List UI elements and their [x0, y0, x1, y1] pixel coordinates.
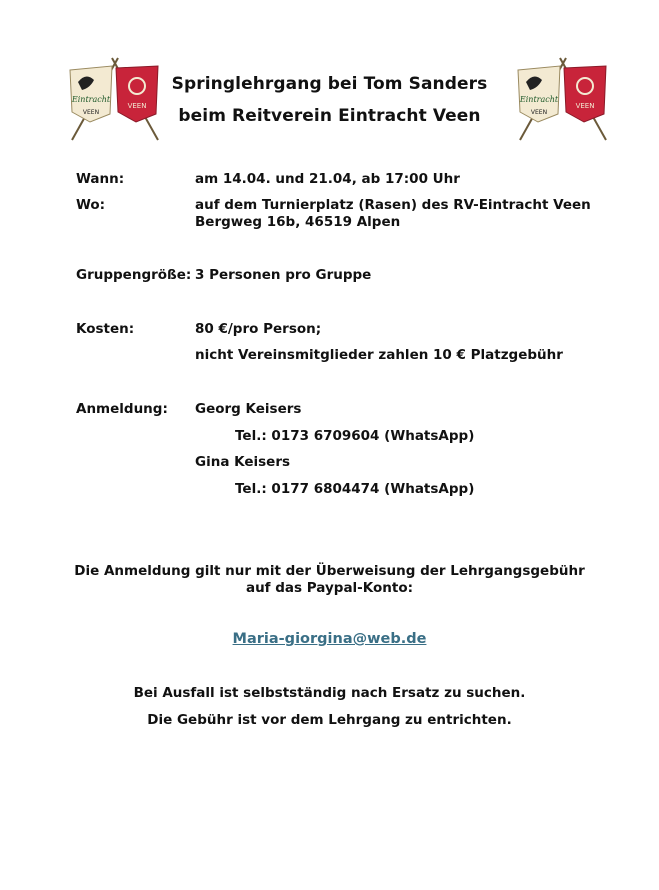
page-title: Springlehrgang bei Tom Sanders: [171, 74, 488, 94]
club-logo-left: [60, 52, 170, 142]
paypal-email-link[interactable]: Maria-giorgina@web.de: [232, 631, 427, 647]
contact-name: Georg Keisers: [195, 401, 302, 417]
logo-text: VEEN: [82, 109, 100, 116]
contact-phone: Tel.: 0173 6709604 (WhatsApp): [235, 428, 475, 444]
footer-line2: Die Gebühr ist vor dem Lehrgang zu entrichten.: [147, 712, 512, 728]
registration-label: Anmeldung:: [76, 401, 168, 417]
footer-line1: Bei Ausfall ist selbstständig nach Ersatz zu suchen.: [133, 685, 526, 701]
group-size-label: Gruppengröße:: [76, 267, 192, 283]
cost-value-line1: 80 €/pro Person;: [195, 321, 322, 337]
where-value-line2: Bergweg 16b, 46519 Alpen: [195, 214, 401, 230]
where-label: Wo:: [76, 197, 106, 213]
club-logo-right: [508, 52, 618, 142]
when-value: am 14.04. und 21.04, ab 17:00 Uhr: [195, 171, 460, 187]
cost-label: Kosten:: [76, 321, 135, 337]
cost-value-line2: nicht Vereinsmitglieder zahlen 10 € Platzgebühr: [195, 347, 563, 363]
group-size-value: 3 Personen pro Gruppe: [195, 267, 372, 283]
logo-text: VEEN: [127, 102, 147, 110]
contact-name: Gina Keisers: [195, 454, 291, 470]
where-value-line1: auf dem Turnierplatz (Rasen) des RV-Eintracht Veen: [195, 197, 591, 213]
page-subtitle: beim Reitverein Eintracht Veen: [178, 106, 481, 126]
payment-notice-line1: Die Anmeldung gilt nur mit der Überweisung der Lehrgangsgebühr: [74, 563, 585, 579]
logo-text: VEEN: [530, 109, 548, 116]
payment-notice-line2: auf das Paypal-Konto:: [245, 580, 414, 596]
logo-text: VEEN: [575, 102, 595, 110]
when-label: Wann:: [76, 171, 125, 187]
logo-text: Eintracht: [519, 95, 559, 104]
logo-text: Eintracht: [71, 95, 111, 104]
contact-phone: Tel.: 0177 6804474 (WhatsApp): [235, 481, 475, 497]
